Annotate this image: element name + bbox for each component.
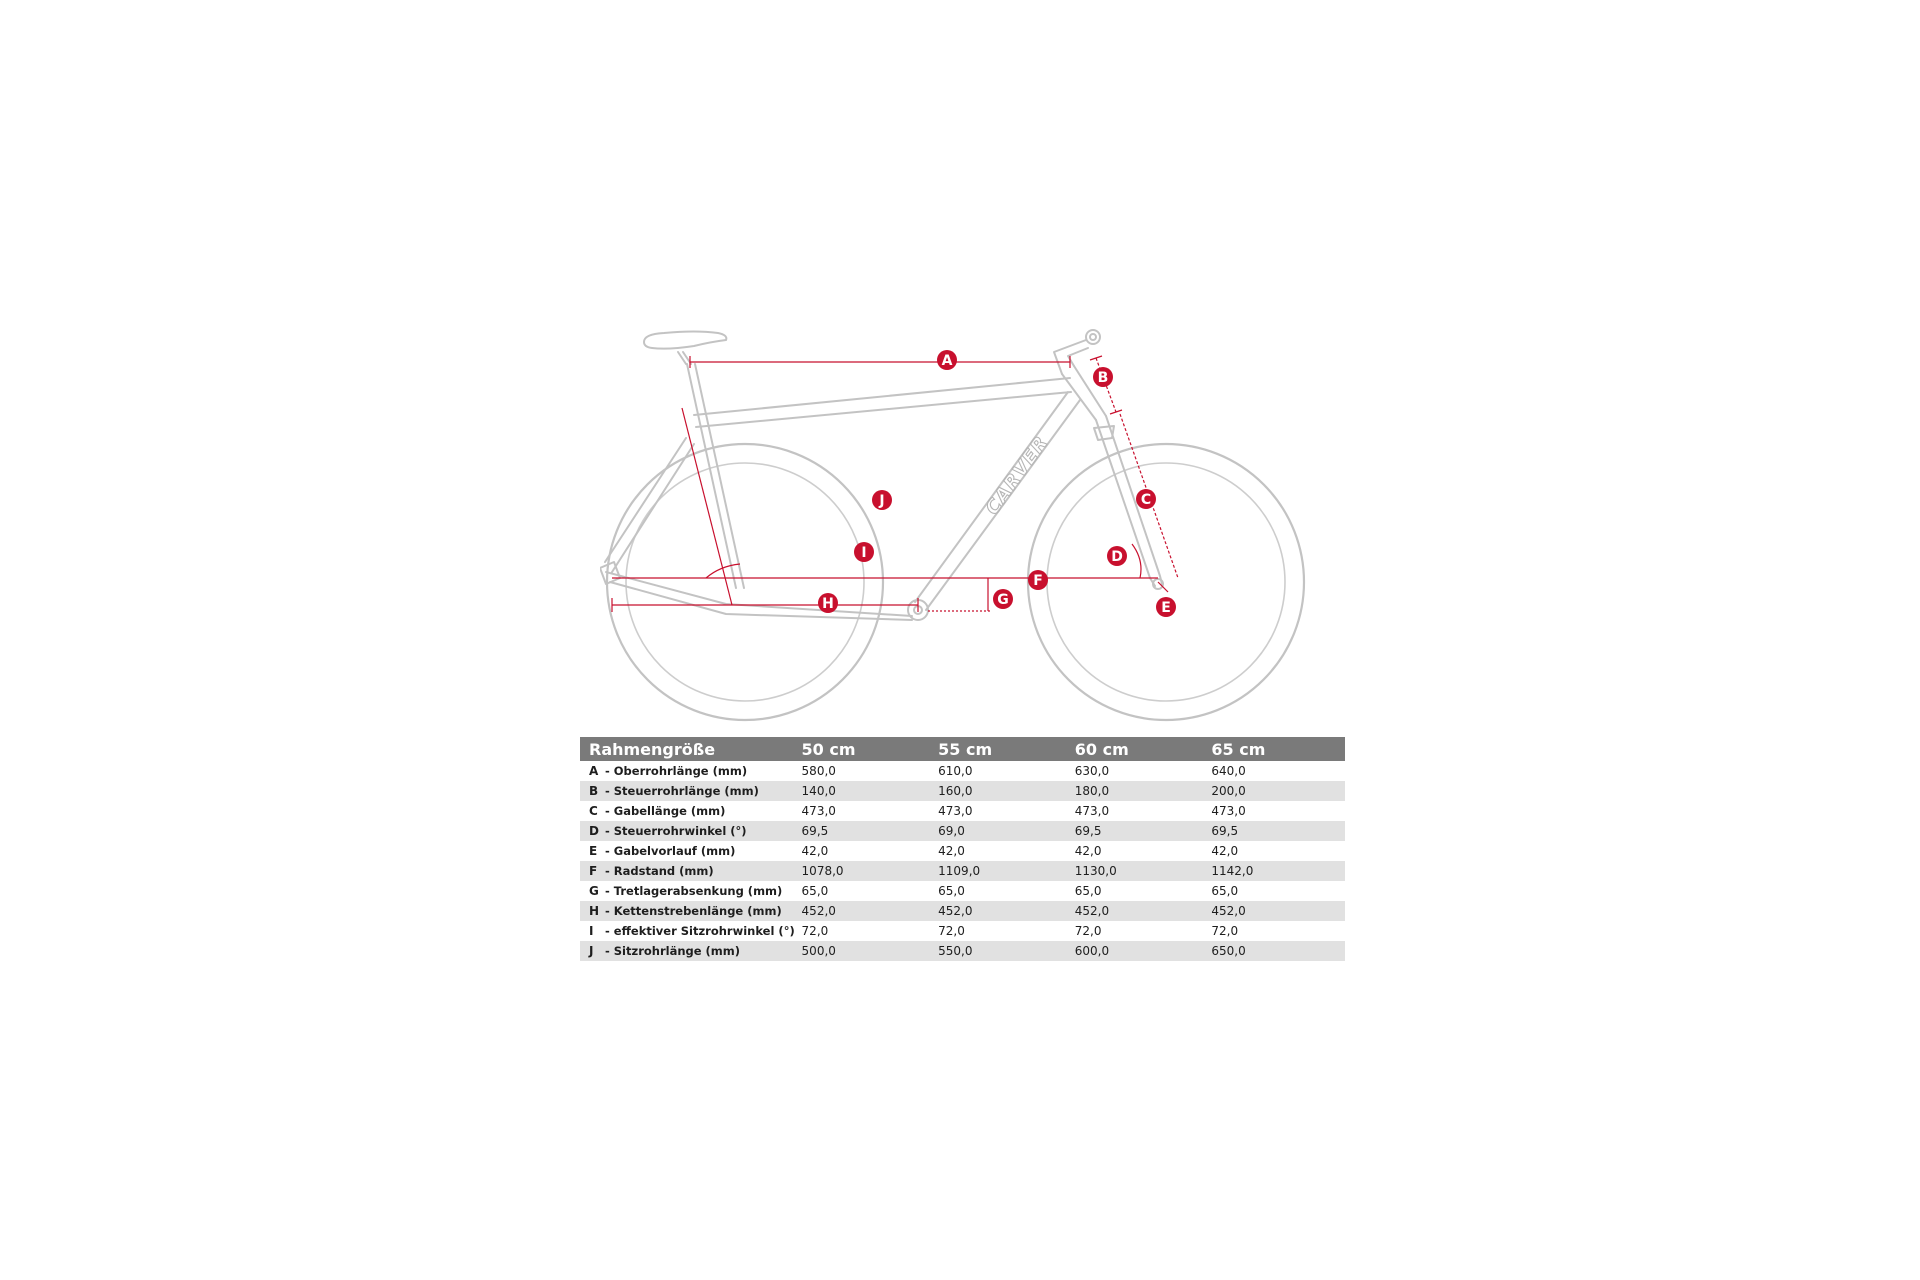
table-row [580, 781, 1345, 801]
row-label: - Oberrohrlänge (mm) [605, 764, 748, 778]
svg-text:B: B [1097, 370, 1109, 386]
row-label: - Kettenstrebenlänge (mm) [605, 904, 782, 918]
table-row [580, 901, 1345, 921]
row-label: - Tretlagerabsenkung (mm) [605, 884, 783, 898]
svg-text:A: A [941, 353, 953, 369]
row-letter: H [589, 904, 600, 918]
cell-value: 72,0 [801, 924, 829, 938]
cell-value: 473,0 [938, 804, 973, 818]
row-letter: B [589, 784, 599, 798]
svg-text:E: E [1161, 600, 1171, 616]
table-row [580, 861, 1345, 881]
marker-H [818, 593, 838, 613]
cell-value: 140,0 [801, 784, 836, 798]
row-letter: C [589, 804, 598, 818]
table-row [580, 841, 1345, 861]
row-letter: I [589, 924, 594, 938]
bike-geometry-diagram [600, 320, 1320, 730]
row-letter: E [589, 844, 598, 858]
marker-F [1028, 570, 1048, 590]
cell-value: 1130,0 [1074, 864, 1117, 878]
table-row [580, 941, 1345, 961]
header-frame-size: Rahmengröße [589, 739, 716, 759]
cell-value: 65,0 [801, 884, 829, 898]
marker-G [993, 589, 1013, 609]
cell-value: 65,0 [1074, 884, 1102, 898]
marker-I [854, 542, 874, 562]
header-size-55: 55 cm [938, 739, 993, 759]
cell-value: 1078,0 [801, 864, 844, 878]
cell-value: 69,5 [801, 824, 829, 838]
svg-text:I: I [861, 545, 867, 561]
row-letter: G [589, 884, 599, 898]
marker-D [1107, 546, 1127, 566]
geometry-table [580, 737, 1345, 961]
cell-value: 640,0 [1211, 764, 1246, 778]
cell-value: 473,0 [1211, 804, 1246, 818]
row-letter: J [589, 944, 594, 958]
marker-J [872, 490, 892, 510]
header-size-50: 50 cm [801, 739, 856, 759]
cell-value: 1142,0 [1211, 864, 1254, 878]
row-label: - Gabelvorlauf (mm) [605, 844, 736, 858]
cell-value: 473,0 [1074, 804, 1110, 818]
cell-value: 69,5 [1074, 824, 1102, 838]
cell-value: 180,0 [1074, 784, 1110, 798]
saddle [644, 332, 726, 349]
row-letter: D [589, 824, 599, 838]
row-label: - Steuerrohrlänge (mm) [605, 784, 759, 798]
svg-text:G: G [997, 592, 1009, 608]
marker-C [1136, 489, 1156, 509]
cell-value: 200,0 [1211, 784, 1246, 798]
cell-value: 452,0 [1074, 904, 1110, 918]
svg-text:F: F [1033, 573, 1043, 589]
cell-value: 69,0 [938, 824, 965, 838]
cell-value: 630,0 [1074, 764, 1110, 778]
table-header [580, 737, 1345, 761]
row-letter: A [589, 764, 599, 778]
cell-value: 72,0 [938, 924, 965, 938]
row-label: - Radstand (mm) [605, 864, 714, 878]
svg-text:D: D [1111, 549, 1123, 565]
table-row [580, 881, 1345, 901]
cell-value: 72,0 [1074, 924, 1102, 938]
table-row [580, 761, 1345, 781]
svg-text:J: J [879, 493, 885, 509]
cell-value: 42,0 [801, 844, 829, 858]
row-letter: F [589, 864, 598, 878]
cell-value: 72,0 [1211, 924, 1239, 938]
svg-text:C: C [1140, 492, 1152, 508]
marker-A [937, 350, 957, 370]
cell-value: 610,0 [938, 764, 973, 778]
marker-E [1156, 597, 1176, 617]
table-row [580, 801, 1345, 821]
table-row [580, 921, 1345, 941]
cell-value: 42,0 [1211, 844, 1239, 858]
cell-value: 500,0 [801, 944, 836, 958]
row-label: - Steuerrohrwinkel (°) [605, 824, 747, 838]
row-label: - effektiver Sitzrohrwinkel (°) [605, 924, 795, 938]
cell-value: 452,0 [1211, 904, 1246, 918]
cell-value: 42,0 [1074, 844, 1102, 858]
marker-B [1093, 367, 1113, 387]
cell-value: 452,0 [801, 904, 836, 918]
cell-value: 65,0 [1211, 884, 1239, 898]
cell-value: 65,0 [938, 884, 965, 898]
svg-text:H: H [822, 596, 834, 612]
bike-drawing [600, 320, 1320, 730]
cell-value: 550,0 [938, 944, 973, 958]
cell-value: 42,0 [938, 844, 965, 858]
cell-value: 452,0 [938, 904, 973, 918]
cell-value: 473,0 [801, 804, 836, 818]
cell-value: 600,0 [1074, 944, 1110, 958]
cell-value: 580,0 [801, 764, 836, 778]
cell-value: 1109,0 [938, 864, 981, 878]
cell-value: 69,5 [1211, 824, 1239, 838]
front-wheel [1028, 444, 1304, 720]
cell-value: 160,0 [938, 784, 973, 798]
rear-wheel [607, 444, 883, 720]
header-size-65: 65 cm [1211, 739, 1266, 759]
cell-value: 650,0 [1211, 944, 1246, 958]
row-label: - Gabellänge (mm) [605, 804, 726, 818]
row-label: - Sitzrohrlänge (mm) [605, 944, 741, 958]
brand-logo: CARVER [981, 431, 1053, 519]
header-size-60: 60 cm [1074, 739, 1129, 759]
table-row [580, 821, 1345, 841]
